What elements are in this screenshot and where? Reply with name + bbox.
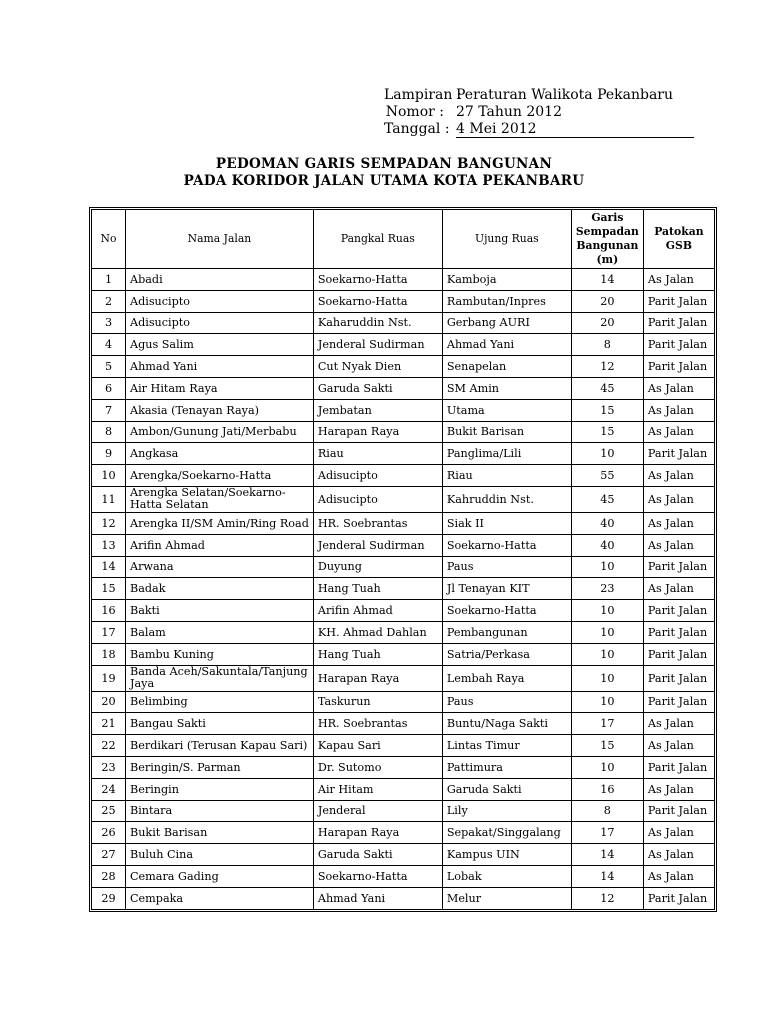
cell-gsb: 10 <box>571 643 643 665</box>
cell-patokan: Parit Jalan <box>643 334 714 356</box>
cell-patokan: As Jalan <box>643 865 714 887</box>
cell-patokan: Parit Jalan <box>643 887 714 909</box>
cell-pangkal-ruas: Kaharuddin Nst. <box>313 312 442 334</box>
cell-gsb: 15 <box>571 421 643 443</box>
cell-nama-jalan: Buluh Cina <box>126 844 314 866</box>
cell-patokan: Parit Jalan <box>643 356 714 378</box>
cell-gsb: 45 <box>571 486 643 512</box>
cell-ujung-ruas: Kampus UIN <box>442 844 571 866</box>
nomor-label: Nomor : <box>385 104 444 120</box>
cell-nama-jalan: Bintara <box>126 800 314 822</box>
cell-patokan: As Jalan <box>643 713 714 735</box>
lampiran-value: Peraturan Walikota Pekanbaru <box>456 87 674 103</box>
cell-ujung-ruas: Garuda Sakti <box>442 778 571 800</box>
cell-no: 12 <box>92 512 126 534</box>
cell-pangkal-ruas: KH. Ahmad Dahlan <box>313 621 442 643</box>
table-row <box>92 290 715 312</box>
cell-no: 10 <box>92 465 126 487</box>
cell-pangkal-ruas: Duyung <box>313 556 442 578</box>
table-row <box>92 512 715 534</box>
table-row <box>92 269 715 291</box>
cell-gsb: 14 <box>571 844 643 866</box>
cell-pangkal-ruas: Adisucipto <box>313 465 442 487</box>
cell-no: 1 <box>92 269 126 291</box>
cell-ujung-ruas: Soekarno-Hatta <box>442 600 571 622</box>
cell-ujung-ruas: Panglima/Lili <box>442 443 571 465</box>
cell-gsb: 10 <box>571 691 643 713</box>
cell-no: 2 <box>92 290 126 312</box>
cell-nama-jalan: Air Hitam Raya <box>126 377 314 399</box>
cell-ujung-ruas: Bukit Barisan <box>442 421 571 443</box>
cell-no: 3 <box>92 312 126 334</box>
cell-nama-jalan: Bambu Kuning <box>126 643 314 665</box>
cell-no: 19 <box>92 665 126 691</box>
cell-pangkal-ruas: Air Hitam <box>313 778 442 800</box>
cell-patokan: As Jalan <box>643 534 714 556</box>
cell-patokan: As Jalan <box>643 377 714 399</box>
cell-ujung-ruas: Lintas Timur <box>442 735 571 757</box>
cell-ujung-ruas: Paus <box>442 556 571 578</box>
cell-nama-jalan: Badak <box>126 578 314 600</box>
cell-patokan: As Jalan <box>643 844 714 866</box>
cell-gsb: 12 <box>571 887 643 909</box>
cell-pangkal-ruas: HR. Soebrantas <box>313 713 442 735</box>
table-row <box>92 665 715 691</box>
table-row <box>92 865 715 887</box>
cell-nama-jalan: Cempaka <box>126 887 314 909</box>
table-row <box>92 486 715 512</box>
cell-pangkal-ruas: Kapau Sari <box>313 735 442 757</box>
lampiran-block <box>384 87 694 138</box>
table-row <box>92 556 715 578</box>
cell-ujung-ruas: Siak II <box>442 512 571 534</box>
cell-gsb: 14 <box>571 865 643 887</box>
table-row <box>92 600 715 622</box>
cell-nama-jalan: Beringin <box>126 778 314 800</box>
cell-pangkal-ruas: Riau <box>313 443 442 465</box>
cell-gsb: 40 <box>571 534 643 556</box>
cell-pangkal-ruas: Hang Tuah <box>313 643 442 665</box>
lampiran-row <box>384 87 694 104</box>
cell-gsb: 10 <box>571 600 643 622</box>
cell-pangkal-ruas: Garuda Sakti <box>313 377 442 399</box>
cell-no: 11 <box>92 486 126 512</box>
header-no: No <box>92 210 126 269</box>
cell-patokan: As Jalan <box>643 269 714 291</box>
cell-ujung-ruas: Melur <box>442 887 571 909</box>
cell-pangkal-ruas: Jenderal Sudirman <box>313 534 442 556</box>
cell-patokan: As Jalan <box>643 486 714 512</box>
cell-pangkal-ruas: Harapan Raya <box>313 421 442 443</box>
cell-nama-jalan: Balam <box>126 621 314 643</box>
cell-nama-jalan: Abadi <box>126 269 314 291</box>
gsb-table <box>91 209 715 910</box>
cell-no: 23 <box>92 756 126 778</box>
tanggal-value: 4 Mei 2012 <box>456 121 694 138</box>
cell-patokan: Parit Jalan <box>643 600 714 622</box>
cell-gsb: 10 <box>571 756 643 778</box>
cell-ujung-ruas: Lembah Raya <box>442 665 571 691</box>
table-header-row <box>92 210 715 269</box>
tanggal-label: Tanggal : <box>384 121 450 137</box>
cell-gsb: 40 <box>571 512 643 534</box>
table-row <box>92 578 715 600</box>
cell-ujung-ruas: Senapelan <box>442 356 571 378</box>
cell-gsb: 55 <box>571 465 643 487</box>
cell-ujung-ruas: Utama <box>442 399 571 421</box>
cell-pangkal-ruas: Soekarno-Hatta <box>313 269 442 291</box>
cell-ujung-ruas: Jl Tenayan KIT <box>442 578 571 600</box>
cell-ujung-ruas: Soekarno-Hatta <box>442 534 571 556</box>
cell-no: 27 <box>92 844 126 866</box>
cell-ujung-ruas: Paus <box>442 691 571 713</box>
cell-gsb: 15 <box>571 735 643 757</box>
table-row <box>92 735 715 757</box>
cell-gsb: 10 <box>571 556 643 578</box>
cell-no: 28 <box>92 865 126 887</box>
cell-gsb: 12 <box>571 356 643 378</box>
cell-nama-jalan: Banda Aceh/Sakuntala/Tanjung Jaya <box>126 665 314 691</box>
cell-no: 16 <box>92 600 126 622</box>
cell-no: 7 <box>92 399 126 421</box>
table-row <box>92 377 715 399</box>
cell-patokan: Parit Jalan <box>643 643 714 665</box>
cell-nama-jalan: Angkasa <box>126 443 314 465</box>
cell-ujung-ruas: Kahruddin Nst. <box>442 486 571 512</box>
cell-no: 4 <box>92 334 126 356</box>
document-title-line2: PADA KORIDOR JALAN UTAMA KOTA PEKANBARU <box>183 173 585 189</box>
cell-gsb: 20 <box>571 290 643 312</box>
cell-pangkal-ruas: Garuda Sakti <box>313 844 442 866</box>
cell-patokan: Parit Jalan <box>643 290 714 312</box>
cell-nama-jalan: Ambon/Gunung Jati/Merbabu <box>126 421 314 443</box>
table-row <box>92 356 715 378</box>
cell-nama-jalan: Bukit Barisan <box>126 822 314 844</box>
cell-pangkal-ruas: Soekarno-Hatta <box>313 290 442 312</box>
nomor-value: 27 Tahun 2012 <box>456 104 562 120</box>
cell-gsb: 17 <box>571 713 643 735</box>
header-patokan: Patokan GSB <box>643 210 714 269</box>
cell-no: 18 <box>92 643 126 665</box>
table-row <box>92 465 715 487</box>
cell-ujung-ruas: Rambutan/Inpres <box>442 290 571 312</box>
header-pangkal-ruas: Pangkal Ruas <box>313 210 442 269</box>
cell-gsb: 17 <box>571 822 643 844</box>
cell-nama-jalan: Arengka Selatan/Soekarno-Hatta Selatan <box>126 486 314 512</box>
table-row <box>92 844 715 866</box>
cell-no: 8 <box>92 421 126 443</box>
cell-pangkal-ruas: Harapan Raya <box>313 822 442 844</box>
table-row <box>92 887 715 909</box>
header-nama-jalan: Nama Jalan <box>126 210 314 269</box>
cell-pangkal-ruas: Adisucipto <box>313 486 442 512</box>
cell-gsb: 10 <box>571 665 643 691</box>
cell-no: 17 <box>92 621 126 643</box>
table-row <box>92 443 715 465</box>
cell-no: 14 <box>92 556 126 578</box>
cell-pangkal-ruas: Jenderal <box>313 800 442 822</box>
cell-pangkal-ruas: HR. Soebrantas <box>313 512 442 534</box>
cell-ujung-ruas: Pattimura <box>442 756 571 778</box>
cell-nama-jalan: Beringin/S. Parman <box>126 756 314 778</box>
cell-nama-jalan: Arengka II/SM Amin/Ring Road <box>126 512 314 534</box>
cell-no: 9 <box>92 443 126 465</box>
cell-pangkal-ruas: Jembatan <box>313 399 442 421</box>
cell-patokan: As Jalan <box>643 512 714 534</box>
cell-pangkal-ruas: Ahmad Yani <box>313 887 442 909</box>
cell-patokan: Parit Jalan <box>643 800 714 822</box>
cell-gsb: 16 <box>571 778 643 800</box>
lampiran-label: Lampiran : <box>384 87 462 103</box>
cell-no: 25 <box>92 800 126 822</box>
table-row <box>92 691 715 713</box>
table-row <box>92 312 715 334</box>
table-body <box>92 269 715 910</box>
cell-no: 24 <box>92 778 126 800</box>
cell-nama-jalan: Cemara Gading <box>126 865 314 887</box>
cell-patokan: As Jalan <box>643 465 714 487</box>
cell-patokan: Parit Jalan <box>643 556 714 578</box>
cell-nama-jalan: Belimbing <box>126 691 314 713</box>
cell-ujung-ruas: Ahmad Yani <box>442 334 571 356</box>
table-row <box>92 534 715 556</box>
cell-ujung-ruas: Satria/Perkasa <box>442 643 571 665</box>
cell-nama-jalan: Adisucipto <box>126 312 314 334</box>
cell-patokan: As Jalan <box>643 421 714 443</box>
cell-pangkal-ruas: Jenderal Sudirman <box>313 334 442 356</box>
cell-no: 20 <box>92 691 126 713</box>
cell-nama-jalan: Bakti <box>126 600 314 622</box>
cell-ujung-ruas: Sepakat/Singgalang <box>442 822 571 844</box>
cell-gsb: 20 <box>571 312 643 334</box>
header-gsb: Garis Sempadan Bangunan (m) <box>571 210 643 269</box>
table-row <box>92 822 715 844</box>
cell-nama-jalan: Arengka/Soekarno-Hatta <box>126 465 314 487</box>
cell-gsb: 10 <box>571 621 643 643</box>
tanggal-row <box>384 121 694 138</box>
cell-ujung-ruas: Riau <box>442 465 571 487</box>
cell-no: 22 <box>92 735 126 757</box>
document-title-line1: PEDOMAN GARIS SEMPADAN BANGUNAN <box>215 156 553 172</box>
cell-gsb: 8 <box>571 334 643 356</box>
cell-ujung-ruas: Buntu/Naga Sakti <box>442 713 571 735</box>
cell-patokan: Parit Jalan <box>643 756 714 778</box>
table-row <box>92 800 715 822</box>
cell-patokan: As Jalan <box>643 778 714 800</box>
cell-nama-jalan: Arifin Ahmad <box>126 534 314 556</box>
cell-ujung-ruas: Gerbang AURI <box>442 312 571 334</box>
cell-pangkal-ruas: Taskurun <box>313 691 442 713</box>
cell-ujung-ruas: Lily <box>442 800 571 822</box>
cell-no: 26 <box>92 822 126 844</box>
table-row <box>92 713 715 735</box>
cell-no: 21 <box>92 713 126 735</box>
gsb-table-frame <box>89 207 717 912</box>
cell-ujung-ruas: SM Amin <box>442 377 571 399</box>
table-row <box>92 778 715 800</box>
cell-patokan: As Jalan <box>643 822 714 844</box>
cell-ujung-ruas: Kamboja <box>442 269 571 291</box>
cell-gsb: 15 <box>571 399 643 421</box>
cell-nama-jalan: Ahmad Yani <box>126 356 314 378</box>
table-row <box>92 643 715 665</box>
cell-patokan: As Jalan <box>643 735 714 757</box>
cell-pangkal-ruas: Dr. Sutomo <box>313 756 442 778</box>
table-row <box>92 334 715 356</box>
cell-gsb: 8 <box>571 800 643 822</box>
cell-no: 5 <box>92 356 126 378</box>
cell-no: 6 <box>92 377 126 399</box>
cell-no: 13 <box>92 534 126 556</box>
cell-gsb: 10 <box>571 443 643 465</box>
cell-no: 15 <box>92 578 126 600</box>
cell-patokan: As Jalan <box>643 399 714 421</box>
table-row <box>92 621 715 643</box>
cell-nama-jalan: Berdikari (Terusan Kapau Sari) <box>126 735 314 757</box>
table-row <box>92 756 715 778</box>
cell-nama-jalan: Agus Salim <box>126 334 314 356</box>
cell-nama-jalan: Adisucipto <box>126 290 314 312</box>
cell-pangkal-ruas: Cut Nyak Dien <box>313 356 442 378</box>
cell-patokan: Parit Jalan <box>643 312 714 334</box>
cell-nama-jalan: Akasia (Tenayan Raya) <box>126 399 314 421</box>
cell-nama-jalan: Bangau Sakti <box>126 713 314 735</box>
cell-nama-jalan: Arwana <box>126 556 314 578</box>
cell-patokan: Parit Jalan <box>643 443 714 465</box>
cell-no: 29 <box>92 887 126 909</box>
cell-patokan: Parit Jalan <box>643 665 714 691</box>
nomor-row <box>384 104 694 121</box>
table-row <box>92 399 715 421</box>
cell-pangkal-ruas: Soekarno-Hatta <box>313 865 442 887</box>
cell-pangkal-ruas: Hang Tuah <box>313 578 442 600</box>
cell-gsb: 14 <box>571 269 643 291</box>
header-ujung-ruas: Ujung Ruas <box>442 210 571 269</box>
cell-patokan: Parit Jalan <box>643 621 714 643</box>
cell-pangkal-ruas: Arifin Ahmad <box>313 600 442 622</box>
cell-patokan: Parit Jalan <box>643 691 714 713</box>
cell-patokan: As Jalan <box>643 578 714 600</box>
cell-gsb: 23 <box>571 578 643 600</box>
cell-ujung-ruas: Lobak <box>442 865 571 887</box>
cell-pangkal-ruas: Harapan Raya <box>313 665 442 691</box>
cell-ujung-ruas: Pembangunan <box>442 621 571 643</box>
cell-gsb: 45 <box>571 377 643 399</box>
table-row <box>92 421 715 443</box>
